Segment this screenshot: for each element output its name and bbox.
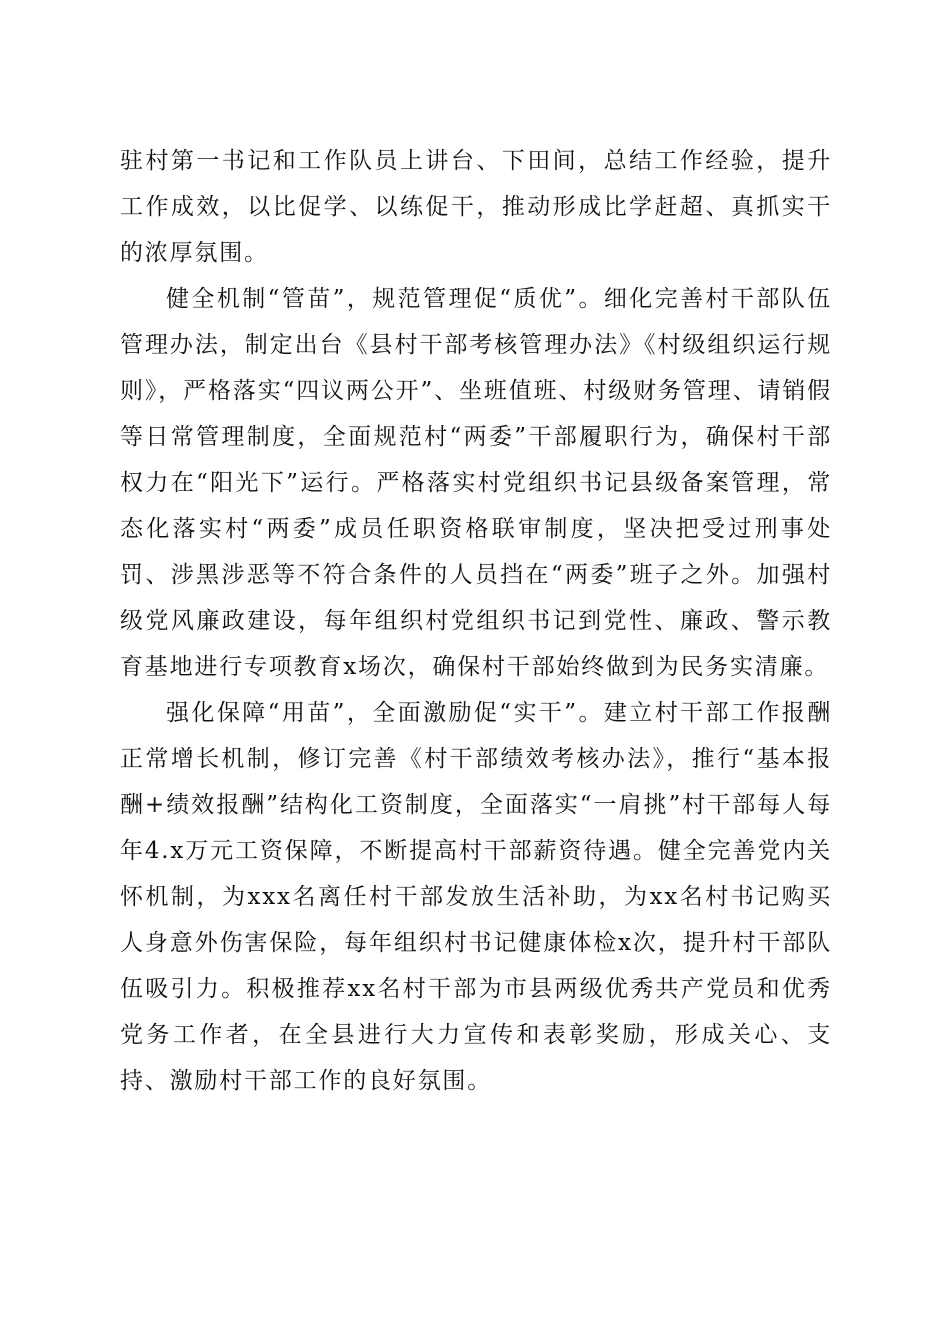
document-body xyxy=(120,138,832,1104)
paragraph-mechanism: 健全机制“管苗”，规范管理促“质优”。细化完善村干部队伍管理办法，制定出台《县村干部考核管理办法》《村级组织运行规则》，严格落实“四议两公开”、坐班值班、村级财务管理、请销假等日常管理制度，全面规范村“两委”干部履职行为，确保村干部权力在“阳光下”运行。严格落实村党组织书记县级备案管理，常态化落实村“两委”成员任职资格联审制度，坚决把受过刑事处罚、涉黑涉恶等不符合条件的人员挡在“两委”班子之外。加强村级党风廉政建设，每年组织村党组织书记到党性、廉政、警示教育基地进行专项教育x场次，确保村干部始终做到为民务实清廉。 xyxy=(120,286,832,680)
paragraph-guarantee: 强化保障“用苗”，全面激励促“实干”。建立村干部工作报酬正常增长机制，修订完善《村干部绩效考核办法》，推行“基本报酬+绩效报酬”结构化工资制度，全面落实“一肩挑”村干部每人每年4.x万元工资保障，不断提高村干部薪资待遇。健全完善党内关怀机制，为xxx名离任村干部发放生活补助，为xx名村书记购买人身意外伤害保险，每年组织村书记健康体检x次，提升村干部队伍吸引力。积极推荐xx名村干部为市县两级优秀共产党员和优秀党务工作者，在全县进行大力宣传和表彰奖励，形成关心、支持、激励村干部工作的良好氛围。 xyxy=(120,700,832,1094)
paragraph-continuation: 驻村第一书记和工作队员上讲台、下田间，总结工作经验，提升工作成效，以比促学、以练促干，推动形成比学赶超、真抓实干的浓厚氛围。 xyxy=(120,148,832,266)
